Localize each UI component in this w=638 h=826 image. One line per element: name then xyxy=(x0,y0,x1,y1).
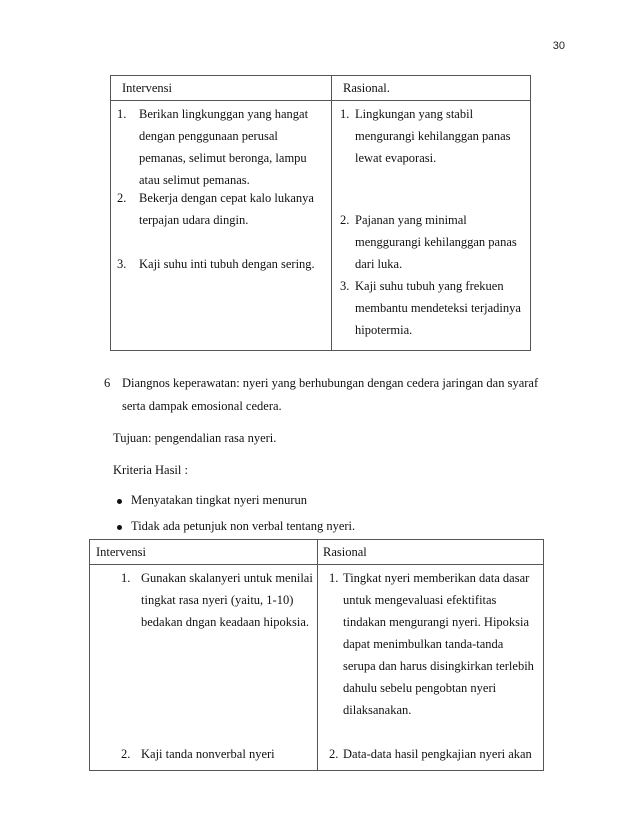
criteria-item: Tidak ada petunjuk non verbal tentang nyeri. xyxy=(131,519,356,533)
table1-header-intervensi: Intervensi xyxy=(111,76,332,101)
table2-rasional-cell: 1. Tingkat nyeri memberikan data dasar untuk mengevaluasi efektifitas tindakan mengurangi nyeri. Hipoksia dapat menimbulkan tanda-tanda serupa dan harus disingkirkan terlebih dahulu sebelu pengobtan nyeri dilaksanakan. 2. Data-data hasil pengkajian nyeri akan xyxy=(318,565,544,771)
page-number: 30 xyxy=(552,40,565,52)
section-number: 6 xyxy=(104,376,111,390)
table2-header-intervensi: Intervensi xyxy=(90,540,318,565)
bullet-icon xyxy=(117,499,122,504)
criteria-item: Menyatakan tingkat nyeri menurun xyxy=(131,493,307,507)
diagnosis-text-line-2: serta dampak emosional cedera. xyxy=(122,399,282,413)
diagnosis-text-line-1: Diangnos keperawatan: nyeri yang berhubungan dengan cedera jaringan dan syaraf xyxy=(122,376,539,390)
intervention-table-2 xyxy=(89,539,544,771)
table2-header-rasional: Rasional xyxy=(318,540,544,565)
criteria-label: Kriteria Hasil : xyxy=(113,463,188,477)
goal-text: Tujuan: pengendalian rasa nyeri. xyxy=(113,431,277,445)
table1-header-rasional: Rasional. xyxy=(332,76,531,101)
bullet-icon xyxy=(117,525,122,530)
table1-intervensi-cell: 1. Berikan lingkunggan yang hangat dengan penggunaan perusal pemanas, selimut beronga, lampu atau selimut pemanas. 2. Bekerja dengan cepat kalo lukanya terpajan udara dingin. 3. Kaji suhu inti tubuh dengan sering. xyxy=(111,101,332,351)
table1-rasional-cell: 1. Lingkungan yang stabil mengurangi kehilanggan panas lewat evaporasi. 2. Pajanan yang minimal menggurangi kehilanggan panas dari luka. 3. Kaji suhu tubuh yang frekuen membantu mendeteksi terjadinya hipotermia. xyxy=(332,101,531,351)
intervention-table-1 xyxy=(110,75,531,351)
table2-intervensi-cell: 1. Gunakan skalanyeri untuk menilai tingkat rasa nyeri (yaitu, 1-10) bedakan dngan keadaan hipoksia. 2. Kaji tanda nonverbal nyeri xyxy=(90,565,318,771)
